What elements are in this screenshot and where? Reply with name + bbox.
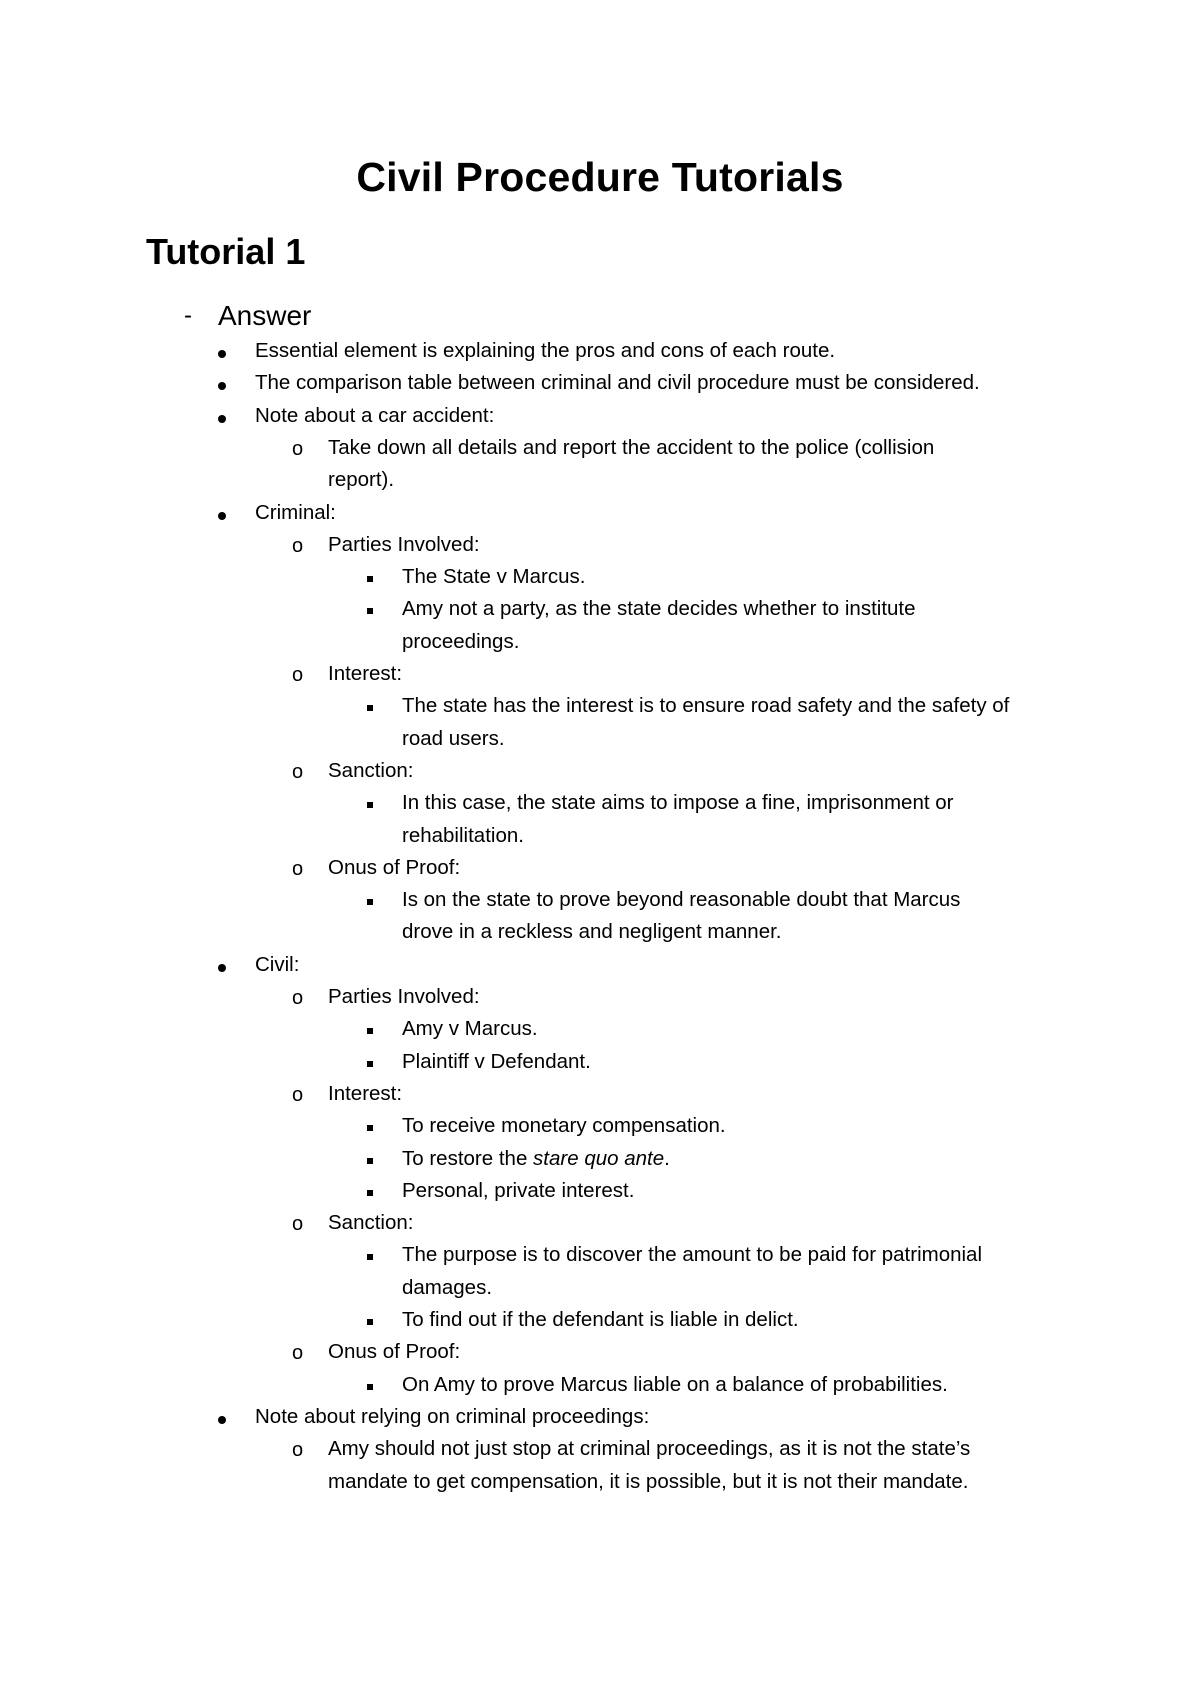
list-item-text: On Amy to prove Marcus liable on a balance of probabilities. <box>402 1372 948 1396</box>
dash-marker: - <box>184 302 192 329</box>
list-item-line <box>402 1239 982 1271</box>
list-item-text: Amy v Marcus. <box>402 1017 538 1041</box>
list-item-line <box>402 884 960 916</box>
list-item-text: Plaintiff v Defendant. <box>402 1049 591 1073</box>
list-item-text: To receive monetary compensation. <box>402 1114 726 1138</box>
list-item-text: To find out if the defendant is liable in delict. <box>402 1308 799 1331</box>
bullet-square-icon <box>367 1319 373 1325</box>
list-item-text: Amy should not just stop at criminal proceedings, as it is not the state’s <box>328 1437 971 1461</box>
list-item-text: rehabilitation. <box>402 823 524 847</box>
list-item-line <box>328 755 413 787</box>
bullet-circle-icon: o <box>292 1213 304 1236</box>
list-item-text: drove in a reckless and negligent manner. <box>402 920 782 944</box>
list-item-text: Onus of Proof: <box>328 1340 461 1364</box>
bullet-circle-icon: o <box>292 1342 304 1365</box>
bullet-circle-icon: o <box>292 664 304 686</box>
list-item-line <box>402 626 519 658</box>
list-item-text: Parties Involved: <box>328 532 480 556</box>
bullet-square-icon <box>367 1061 373 1067</box>
list-item-line <box>402 1013 538 1045</box>
list-item-text: The comparison table between criminal and civil procedure must be considered. <box>255 371 980 395</box>
bullet-square-icon <box>367 1158 373 1164</box>
list-item-line <box>402 690 1009 722</box>
list-item-line <box>328 852 460 884</box>
bullet-circle-icon: o <box>292 437 304 460</box>
bullet-circle-icon: o <box>292 534 304 557</box>
italic-phrase: stare quo ante <box>533 1146 665 1170</box>
list-item-line <box>328 1433 970 1465</box>
list-item-line <box>255 949 299 981</box>
list-item-line <box>402 723 505 755</box>
list-item-line <box>402 820 524 852</box>
list-item-line <box>328 464 394 496</box>
list-item-line <box>402 916 781 948</box>
bullet-disc-icon <box>218 964 226 972</box>
bullet-circle-icon: o <box>292 1439 304 1462</box>
list-item-line <box>402 593 916 625</box>
bullet-square-icon <box>367 1254 373 1260</box>
list-item-line <box>402 1272 492 1304</box>
list-item-text: Is on the state to prove beyond reasonable doubt that Marcus <box>402 888 961 912</box>
list-item-text: Sanction: <box>328 758 414 782</box>
bullet-circle-icon: o <box>292 987 304 1009</box>
bullet-square-icon <box>367 1028 373 1034</box>
list-item-text: Sanction: <box>328 1211 414 1235</box>
bullet-disc-icon <box>218 1416 226 1424</box>
bullet-square-icon <box>367 1125 373 1131</box>
list-item-line <box>402 1046 591 1078</box>
list-item-line <box>402 1369 948 1401</box>
list-item-line <box>402 1110 726 1142</box>
list-item-line <box>328 981 480 1013</box>
list-item-text: mandate to get compensation, it is possible, but it is not their mandate. <box>328 1469 969 1493</box>
section-heading: Tutorial 1 <box>146 231 306 272</box>
list-item-text: Personal, private interest. <box>402 1178 635 1202</box>
bullet-square-icon <box>367 802 373 808</box>
bullet-disc-icon <box>218 350 226 358</box>
list-item-line <box>402 1143 670 1175</box>
bullet-square-icon <box>367 705 373 711</box>
list-item-line <box>255 497 336 529</box>
list-item-line <box>255 367 980 399</box>
list-item-line <box>402 1175 634 1207</box>
bullet-square-icon <box>367 1190 373 1196</box>
list-item-text: Onus of Proof: <box>328 855 461 879</box>
bullet-circle-icon: o <box>292 857 304 880</box>
bullet-circle-icon: o <box>292 760 304 783</box>
list-item-line <box>328 432 934 464</box>
list-item-line <box>255 400 494 432</box>
list-item-line <box>328 1466 968 1498</box>
list-item-line <box>328 658 402 690</box>
list-item-text: Parties Involved: <box>328 985 480 1008</box>
list-item-line <box>255 335 835 367</box>
list-item-text: Interest: <box>328 1081 403 1105</box>
list-item-line <box>328 529 480 561</box>
list-item-text: Criminal: <box>255 500 336 524</box>
list-item-line <box>328 1078 402 1110</box>
answer-label: Answer <box>218 300 312 331</box>
list-item-line <box>402 1304 799 1336</box>
list-item-text: The purpose is to discover the amount to be paid for patrimonial <box>402 1243 983 1267</box>
list-item-text: Essential element is explaining the pros and cons of each route. <box>255 339 836 362</box>
bullet-square-icon <box>367 576 373 582</box>
list-item-text: The State v Marcus. <box>402 565 586 589</box>
list-item-text: report). <box>328 468 395 492</box>
bullet-square-icon <box>367 899 373 905</box>
page-title: Civil Procedure Tutorials <box>356 154 844 200</box>
bullet-disc-icon <box>218 512 226 520</box>
list-item-text: Note about relying on criminal proceedings: <box>255 1404 650 1428</box>
list-item-line <box>328 1207 413 1239</box>
list-item-line <box>328 1336 460 1368</box>
list-item-text: proceedings. <box>402 629 520 653</box>
list-item-text: Civil: <box>255 952 300 976</box>
list-item-text: In this case, the state aims to impose a fine, imprisonment or <box>402 791 954 815</box>
list-item-line <box>402 561 585 593</box>
list-item-line <box>402 787 953 819</box>
list-item-text: Amy not a party, as the state decides whether to institute <box>402 597 916 621</box>
list-item-text: damages. <box>402 1275 493 1299</box>
list-item-text: Take down all details and report the accident to the police (collision <box>328 435 935 459</box>
bullet-square-icon <box>367 608 373 614</box>
list-item-text: The state has the interest is to ensure road safety and the safety of <box>402 694 1010 718</box>
trailing-punctuation: . <box>664 1146 670 1170</box>
bullet-disc-icon <box>218 415 226 423</box>
bullet-square-icon <box>367 1384 373 1390</box>
list-item-text: To restore the <box>402 1146 534 1170</box>
bullet-circle-icon: o <box>292 1083 304 1106</box>
list-item-text: Interest: <box>328 662 403 685</box>
list-item-text: Note about a car accident: <box>255 403 495 427</box>
bullet-disc-icon <box>218 382 226 390</box>
list-item-line <box>255 1401 649 1433</box>
list-item-text: road users. <box>402 726 505 750</box>
